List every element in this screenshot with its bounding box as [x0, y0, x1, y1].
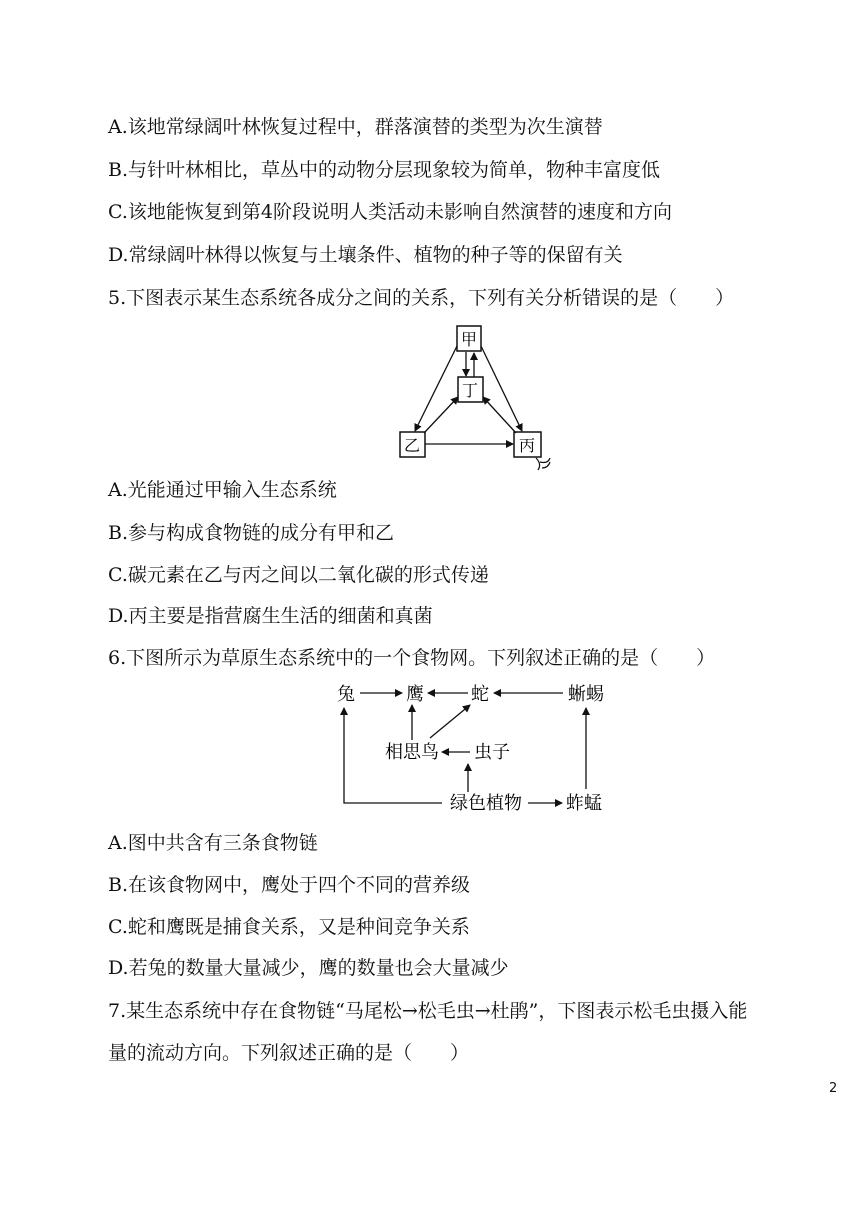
q6-option-a: A.图中共含有三条食物链	[108, 832, 318, 854]
q6-option-c: C.蛇和鹰既是捕食关系，又是种间竞争关系	[108, 916, 470, 938]
q4-option-a: A.该地常绿阔叶林恢复过程中，群落演替的类型为次生演替	[108, 116, 603, 138]
q5-option-c: C.碳元素在乙与丙之间以二氧化碳的形式传递	[108, 564, 489, 586]
node-xiangsiniao: 相思鸟	[385, 742, 439, 763]
page-number: 2	[829, 1081, 838, 1096]
q7-stem-line1: 7.某生态系统中存在食物链“马尾松→松毛虫→杜鹃”，下图表示松毛虫摄入能	[108, 1000, 748, 1022]
q5-option-a: A.光能通过甲输入生态系统	[108, 479, 337, 501]
q4-option-d: D.常绿阔叶林得以恢复与土壤条件、植物的种子等的保留有关	[108, 244, 623, 266]
q6-food-web-diagram	[330, 676, 620, 821]
node-yi: 乙	[403, 436, 421, 455]
node-bing: 丙	[518, 436, 536, 455]
scribble-mark	[536, 458, 550, 470]
q6-option-d: D.若兔的数量大量减少，鹰的数量也会大量减少	[108, 957, 509, 979]
q7-stem-line2: 量的流动方向。下列叙述正确的是（ ）	[108, 1042, 470, 1064]
q5-option-b: B.参与构成食物链的成分有甲和乙	[108, 522, 395, 544]
q5-stem: 5.下图表示某生态系统各成分之间的关系，下列有关分析错误的是（ ）	[108, 287, 735, 309]
q6-stem: 6.下图所示为草原生态系统中的一个食物网。下列叙述正确的是（ ）	[108, 647, 716, 669]
node-ding: 丁	[461, 381, 479, 400]
node-jia: 甲	[460, 330, 478, 349]
q4-option-c: C.该地能恢复到第4阶段说明人类活动未影响自然演替的速度和方向	[108, 201, 672, 223]
node-xiyi: 蜥蜴	[568, 684, 604, 705]
node-zhameng: 蚱蜢	[566, 793, 602, 814]
node-chongzi: 虫子	[474, 742, 510, 763]
node-ying: 鹰	[406, 684, 424, 705]
q6-option-b: B.在该食物网中，鹰处于四个不同的营养级	[108, 874, 471, 896]
arrow-xiangsiniao-to-she	[430, 705, 470, 738]
arrow-jia-to-bing	[481, 346, 522, 431]
q5-ecosystem-diagram	[390, 322, 580, 482]
q5-option-d: D.丙主要是指营腐生生活的细菌和真菌	[108, 605, 433, 627]
arrow-bing-to-ding	[483, 397, 516, 433]
q4-option-b: B.与针叶林相比，草丛中的动物分层现象较为简单，物种丰富度低	[108, 159, 661, 181]
node-she: 蛇	[471, 684, 489, 705]
arrow-jia-to-yi	[415, 346, 457, 431]
node-tu: 兔	[337, 684, 355, 705]
node-lvse: 绿色植物	[450, 793, 522, 814]
